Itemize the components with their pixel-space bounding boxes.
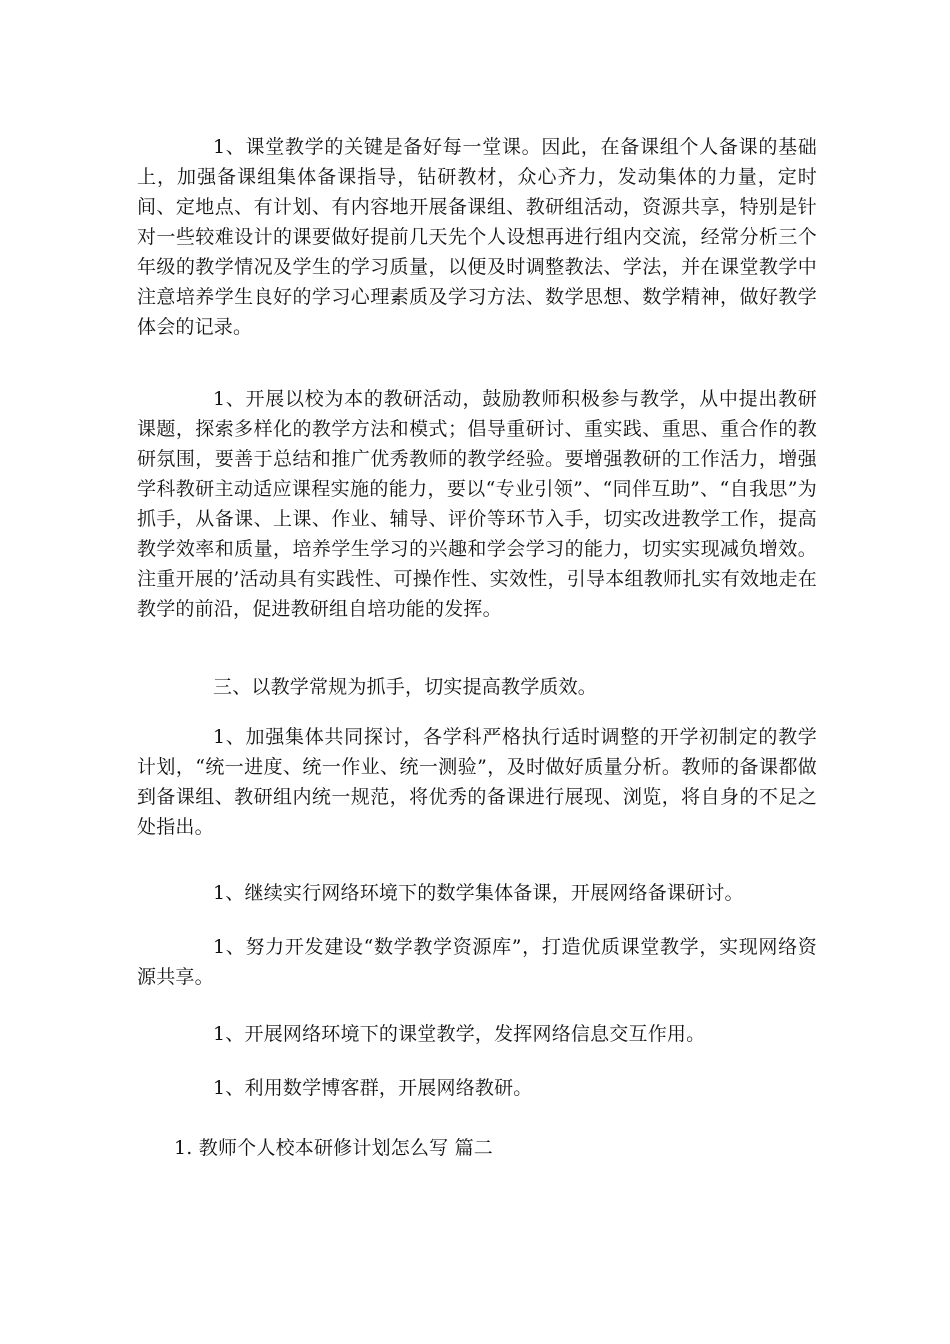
- paragraph-resource-library: 1、努力开发建设“数学教学资源库”，打造优质课堂教学，实现网络资源共享。: [137, 936, 817, 988]
- section-heading-teaching-routine: 三、以教学常规为抓手，切实提高教学质效。: [213, 676, 598, 698]
- paragraph-blog-research: 1、利用数学博客群，开展网络教研。: [213, 1077, 533, 1099]
- article-heading-part-two: 1. 教师个人校本研修计划怎么写 篇二: [174, 1137, 494, 1159]
- paragraph-online-teaching: 1、开展网络环境下的课堂教学，发挥网络信息交互作用。: [213, 1023, 706, 1045]
- paragraph-school-based-research: 1、开展以校为本的教研活动，鼓励教师积极参与教学，从中提出教研课题，探索多样化的教学方法和模式；倡导重研讨、重实践、重思、重合作的教研氛围，要善于总结和推广优秀教师的教学经验。要增强教研的工作活力，增强学科教研主动适应课程实施的能力，要以“专业引领”、“同伴互助”、“自我思”为抓手，从备课、上课、作业、辅导、评价等环节入手，切实改进教学工作，提高教学效率和质量，培养学生学习的兴趣和学会学习的能力，切实实现减负增效。注重开展的’活动具有实践性、可操作性、实效性，引导本组教师扎实有效地走在教学的前沿，促进教研组自培功能的发挥。: [137, 388, 817, 620]
- paragraph-online-lesson-prep: 1、继续实行网络环境下的数学集体备课，开展网络备课研讨。: [213, 882, 744, 904]
- paragraph-lesson-preparation: 1、课堂教学的关键是备好每一堂课。因此，在备课组个人备课的基础上，加强备课组集体备课指导，钻研教材，众心齐力，发动集体的力量，定时间、定地点、有计划、有内容地开展备课组、教研组活动，资源共享，特别是针对一些较难设计的课要做好提前几天先个人设想再进行组内交流，经常分析三个年级的教学情况及学生的学习质量，以便及时调整教法、学法，并在课堂教学中注意培养学生良好的学习心理素质及学习方法、数学思想、数学精神，做好教学体会的记录。: [137, 136, 817, 338]
- paragraph-collective-discussion: 1、加强集体共同探讨，各学科严格执行适时调整的开学初制定的教学计划，“统一进度、统一作业、统一测验”，及时做好质量分析。教师的备课都做到备课组、教研组内统一规范，将优秀的备课进行展现、浏览，将自身的不足之处指出。: [137, 726, 817, 838]
